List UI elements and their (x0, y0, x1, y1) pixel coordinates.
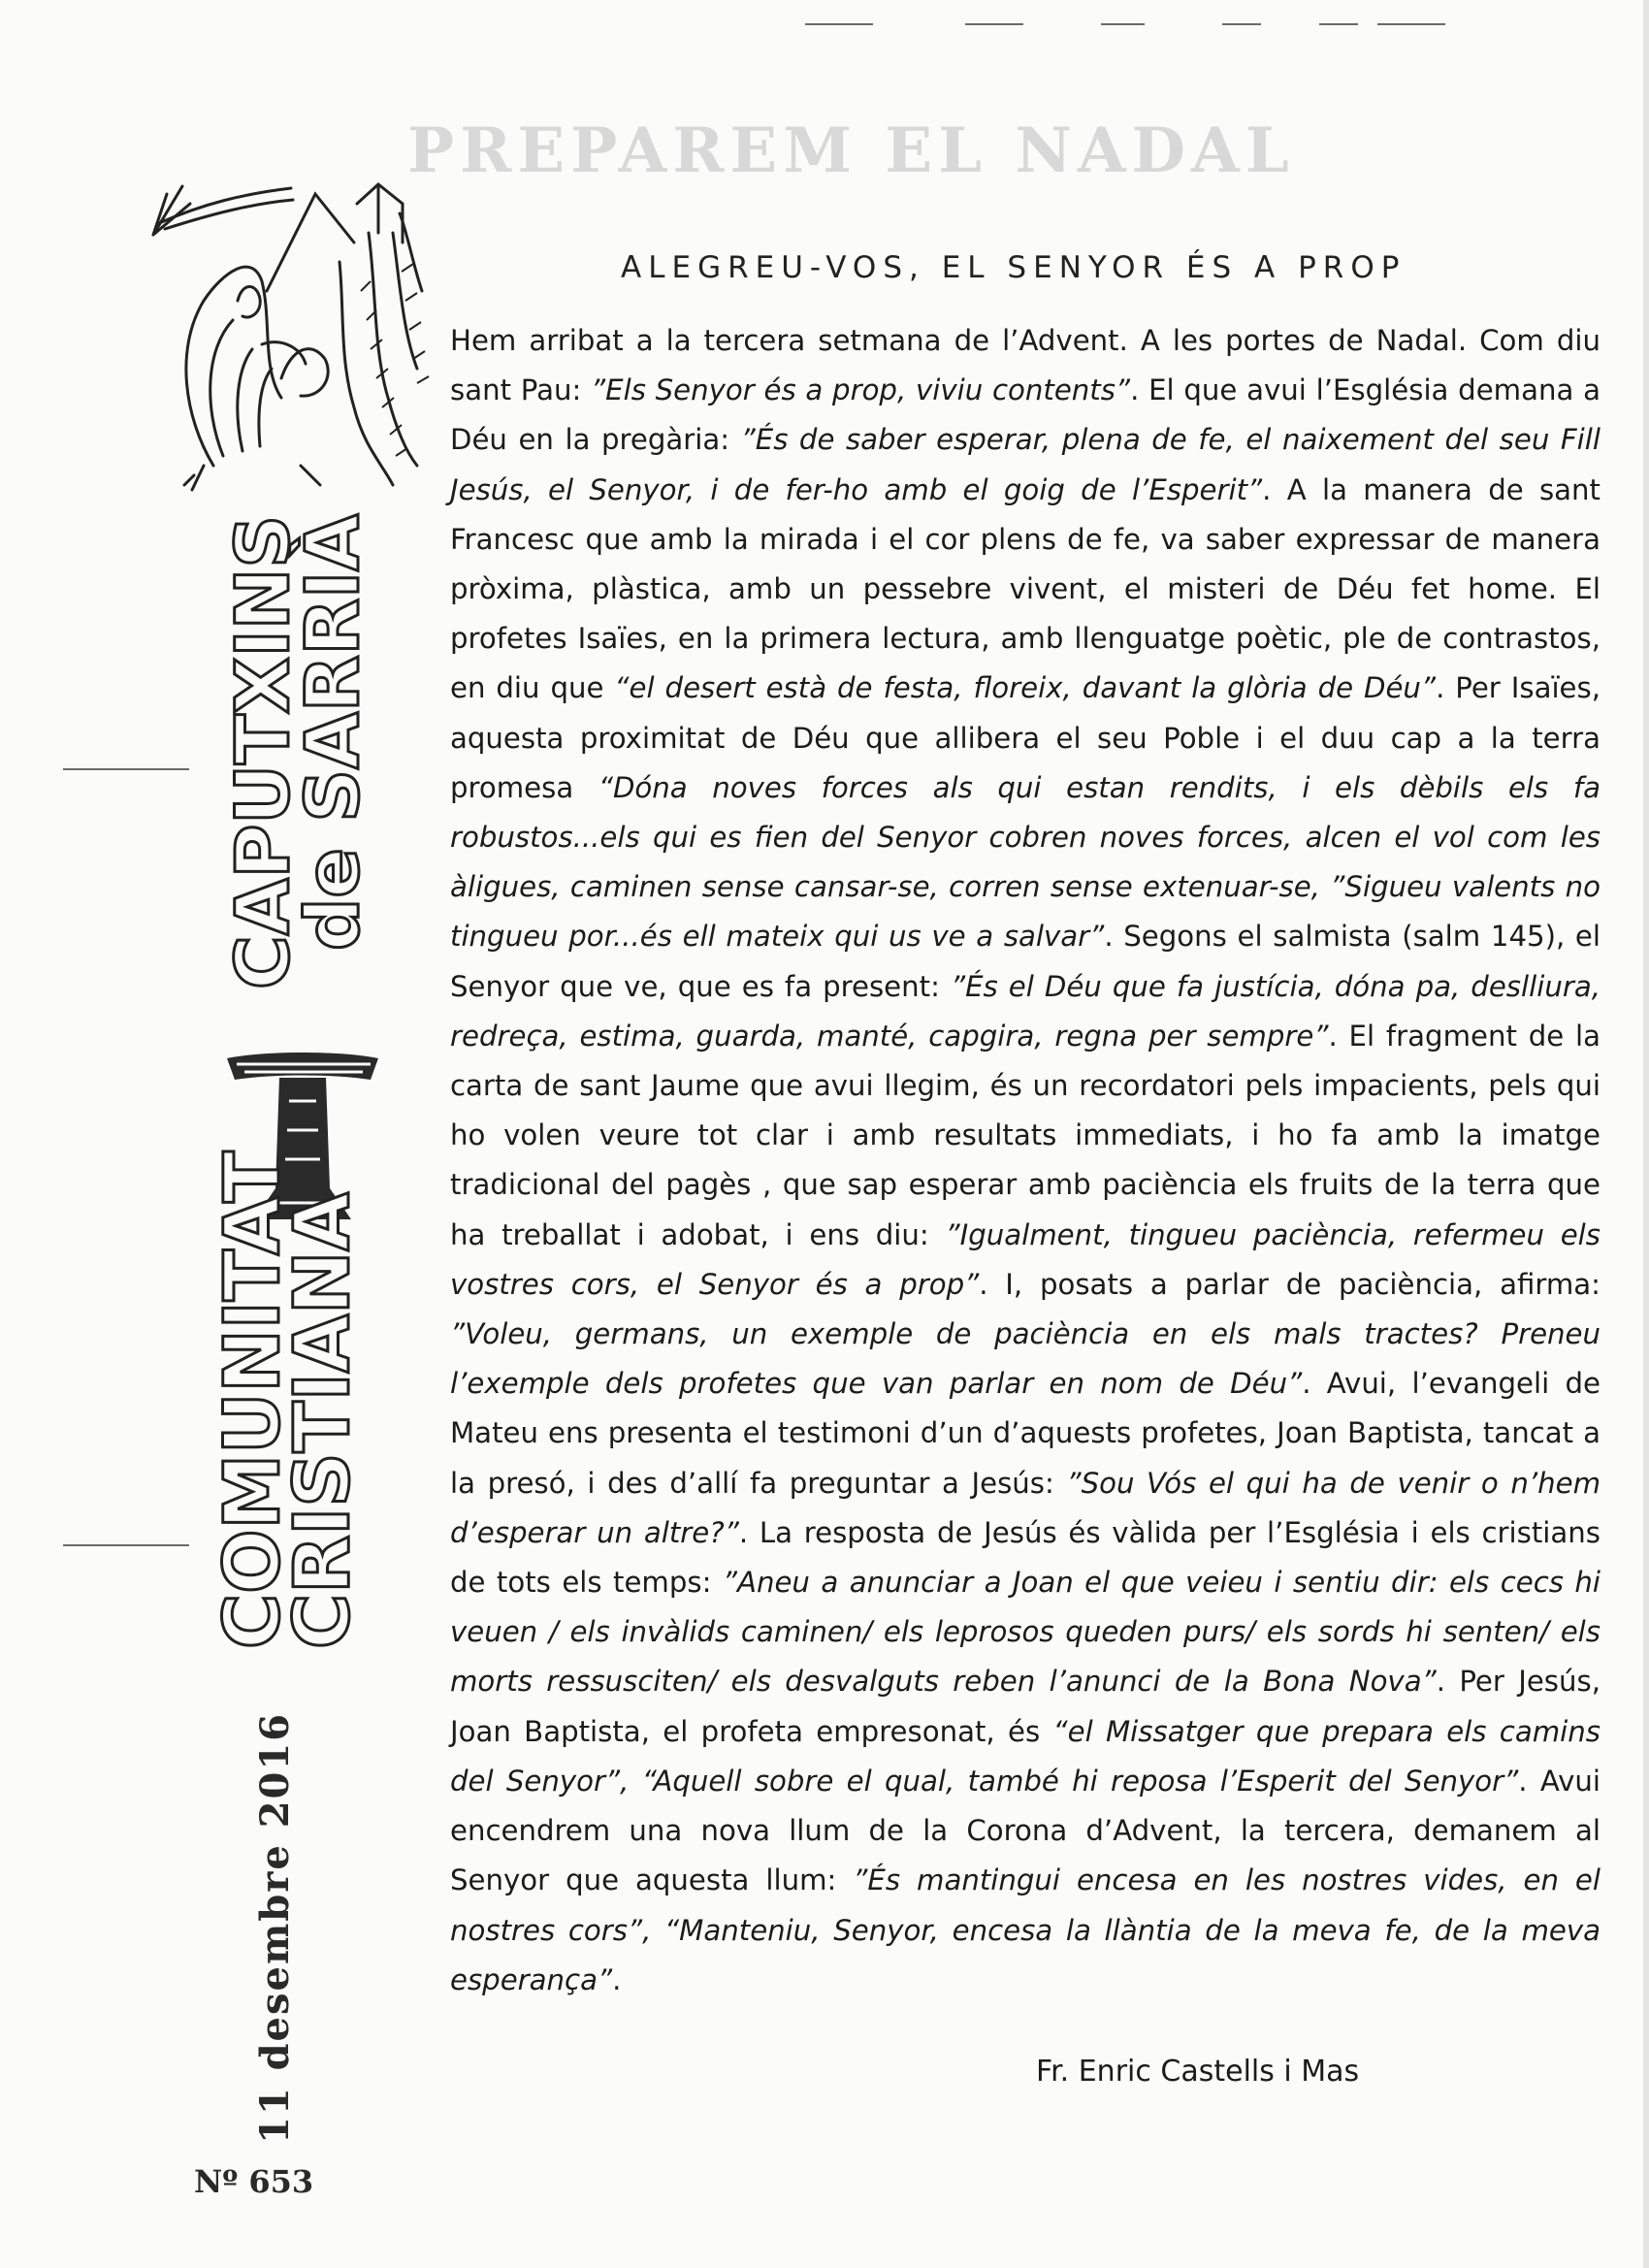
divider-line (1101, 23, 1145, 25)
quote-text: “Dóna noves forces als qui estan rendits, i els dèbils els fa robustos...els qui es fien del Senyor cobren noves forces, alcen el vol com les àligues, caminen sense cansar-se, corren sense extenuar-se, ”Sigueu valents no tingueu por...és ell mateix qui us ve a salvar” (450, 770, 1600, 954)
page-edge (1643, 0, 1649, 2268)
masthead-line: CRISTIANA (279, 1192, 367, 1649)
quote-text: “el desert està de festa, floreix, davant la glòria de Déu” (614, 671, 1437, 705)
quote-text: ”Els Senyor és a prop, viviu contents” (591, 373, 1131, 407)
author-signature: Fr. Enric Castells i Mas (1036, 2055, 1360, 2089)
masthead-caputxins (219, 513, 375, 989)
body-text: . Avui encendrem una nova llum de la Corona d’Advent, la tercera, demanem al Senyor que aquesta llum: (450, 1764, 1600, 1897)
article-title: ALEGREU-VOS, EL SENYOR ÉS A PROP (621, 250, 1406, 285)
divider-line (805, 23, 873, 25)
masthead-line: COMUNITAT (210, 1150, 297, 1649)
body-text: . A la manera de sant Francesc que amb la mirada i el cor plens de fe, va saber expressar de manera pròxima, plàstica, amb un pessebre vivent, el misteri de Déu fet home. El profetes Isaïes, en la primera lectura, amb llenguatge poètic, ple de contrastos, en diu que (450, 472, 1600, 705)
divider-line (63, 1544, 189, 1546)
quote-text: ”Igualment, tingueu paciència, refermeu els vostres cors, el Senyor és a prop” (450, 1217, 1600, 1301)
body-text: . La resposta de Jesús és vàlida per l’Església i els cristians de tots els temps: (450, 1515, 1601, 1600)
divider-line (63, 768, 189, 770)
quote-text: ”És el Déu que fa justícia, dóna pa, deslliura, redreça, estima, guarda, manté, capgira, regna per sempre” (450, 969, 1600, 1053)
masthead-line: CAPUTXINS (219, 514, 306, 989)
issue-number: Nº 653 (194, 2163, 314, 2200)
masthead-comunitat (210, 1150, 367, 1649)
divider-line (1377, 23, 1445, 25)
body-text: Hem arribat a la tercera setmana de l’Advent. A les portes de Nadal. Com diu sant Pau: (450, 324, 1600, 407)
body-text: . El que avui l’Església demana a Déu en la pregària: (450, 373, 1600, 457)
quote-text: “el Missatger que prepara els camins del Senyor”, “Aquell sobre el qual, també hi reposa l’Esperit del Senyor” (450, 1714, 1600, 1798)
issue-date: 11 desembre 2016 (252, 1711, 298, 2144)
body-text: . Avui, l’evangeli de Mateu ens presenta el testimoni d’un d’aquests profetes, Joan Baptista, tancat a la presó, i des d’allí fa preguntar a Jesús: (450, 1367, 1600, 1500)
quote-text: ”És mantingui encesa en les nostres vides, en el nostres cors”, “Manteniu, Senyor, encesa la llàntia de la meva fe, de la meva esperança” (450, 1863, 1600, 1996)
quote-text: ”Voleu, germans, un exemple de paciència en els mals tractes? Preneu l’exemple dels profetes que van parlar en nom de Déu” (450, 1317, 1600, 1401)
body-text: . Segons el salmista (salm 145), el Senyor que ve, que es fa present: (450, 920, 1600, 1003)
quote-text: ”Aneu a anunciar a Joan el que veieu i sentiu dir: els cecs hi veuen / els invàlids caminen/ els leprosos queden purs/ els sords hi senten/ els morts ressusciten/ els desvalguts reben l’anunci de la Bona Nova” (450, 1566, 1600, 1699)
quote-text: ”Sou Vós el qui ha de venir o n’hem d’esperar un altre?” (450, 1466, 1600, 1549)
body-text: . El fragment de la carta de sant Jaume que avui llegim, és un recordatori pels impacients, pels qui ho volen veure tot clar i amb resultats immediats, i ho fa amb la imatge tradicional del pagès , que sap esperar amb paciència els fruits de la terra que ha treballat i adobat, i ens diu: (450, 1019, 1600, 1251)
body-text: . Per Isaïes, aquesta proximitat de Déu que allibera el seu Poble i el duu cap a la terra promesa (450, 671, 1601, 804)
body-text: . I, posats a parlar de paciència, afirma: (979, 1267, 1600, 1301)
body-text: . (612, 1962, 622, 1996)
divider-line (1222, 23, 1261, 25)
masthead-line: de SARRIÀ (289, 513, 375, 951)
ghost-header: PREPAREM EL NADAL (407, 114, 1295, 187)
article-body (450, 316, 1600, 2005)
quote-text: ”És de saber esperar, plena de fe, el naixement del seu Fill Jesús, el Senyor, i de fer-ho amb el goig de l’Esperit” (450, 423, 1600, 506)
divider-line (965, 23, 1023, 25)
divider-line (1319, 23, 1358, 25)
body-text: . Per Jesús, Joan Baptista, el profeta empresonat, és (450, 1665, 1600, 1748)
nativity-illustration (146, 175, 436, 495)
